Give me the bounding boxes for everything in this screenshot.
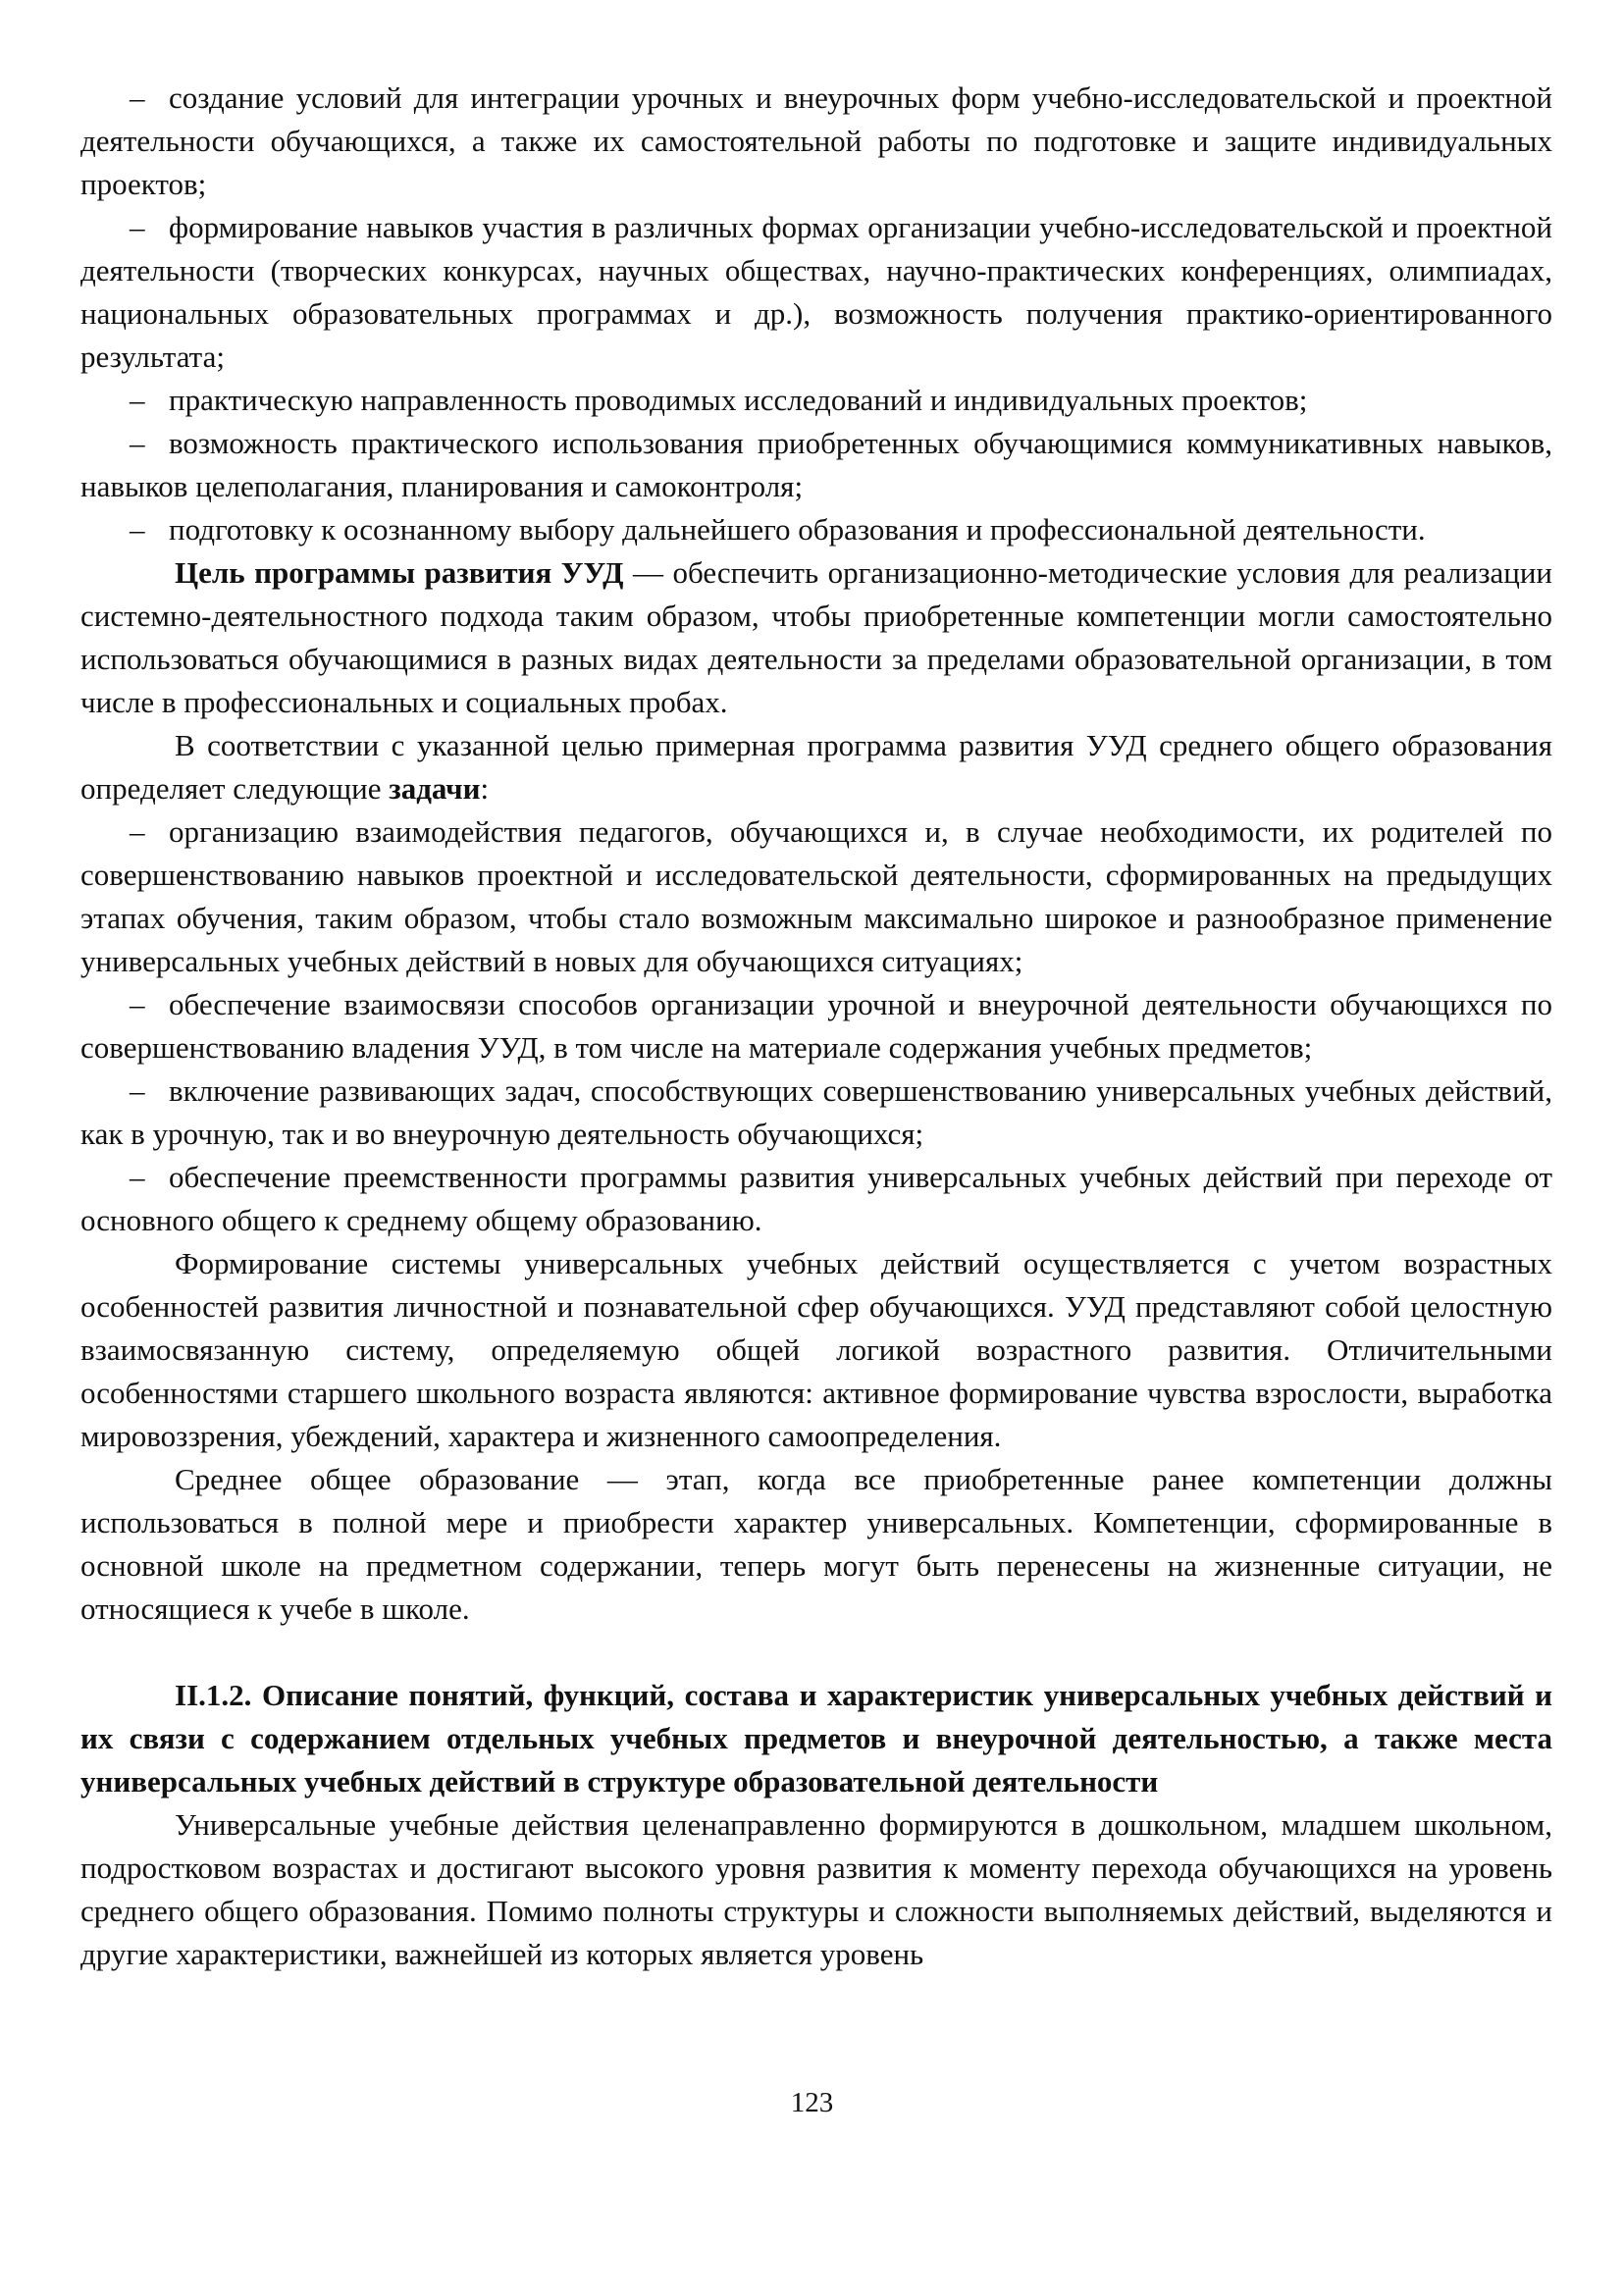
- section-heading: II.1.2. Описание понятий, функций, состава и характеристик универсальных учебных действий и их связи с содержанием отдельных учебных предметов и внеурочной деятельностью, а также места универсальных учебных действий в структуре образовательной деятельности: [80, 1678, 1552, 1799]
- bullet-dash: –: [130, 512, 145, 547]
- paragraph-text: — обеспечить организационно-методические условия для реализации системно-деятельностного подхода таким образом, чтобы приобретенные компетенции могли самостоятельно использоваться обучающимися в разных видах деятельности за пределами образовательной организации, в том числе в профессиональных и социальных пробах.: [80, 555, 1552, 719]
- bullet-dash: –: [130, 383, 145, 417]
- bold-term: задачи: [389, 771, 481, 806]
- bold-lead: Цель программы развития УУД: [175, 555, 624, 590]
- bullet-item: [80, 810, 1552, 983]
- bullet-item: [80, 1069, 1552, 1156]
- bullet-dash: –: [130, 426, 145, 460]
- bullet-text: обеспечение преемственности программы развития универсальных учебных действий при переходе от основного общего к среднему общему образованию.: [80, 1160, 1552, 1237]
- bullet-item: [80, 422, 1552, 508]
- paragraph-uud-formation: Универсальные учебные действия целенаправленно формируются в дошкольном, младшем школьном, подростковом возрастах и достигают высокого уровня развития к моменту перехода обучающихся на уровень среднего общего образования. Помимо полноты структуры и сложности выполняемых действий, выделяются и другие характеристики, важнейшей из которых является уровень: [80, 1807, 1552, 1971]
- bullet-item: [80, 206, 1552, 379]
- bullet-item: [80, 379, 1552, 422]
- bullet-item: [80, 77, 1552, 206]
- bullet-dash: –: [130, 80, 145, 115]
- bullet-dash: –: [130, 814, 145, 849]
- bullet-dash: –: [130, 1160, 145, 1194]
- bullet-text: практическую направленность проводимых исследований и индивидуальных проектов;: [169, 383, 1308, 417]
- bullet-item: [80, 1156, 1552, 1242]
- bullet-text: включение развивающих задач, способствующих совершенствованию универсальных учебных действий, как в урочную, так и во внеурочную деятельность обучающихся;: [80, 1073, 1552, 1151]
- document-page: [80, 77, 1552, 1976]
- bullet-text: обеспечение взаимосвязи способов организации урочной и внеурочной деятельности обучающихся по совершенствованию владения УУД, в том числе на материале содержания учебных предметов;: [80, 987, 1552, 1065]
- paragraph-text: В соответствии с указанной целью примерная программа развития УУД среднего общего образования определяет следующие: [80, 728, 1552, 806]
- paragraph-text-end: :: [480, 771, 490, 806]
- bullet-text: создание условий для интеграции урочных и внеурочных форм учебно-исследовательской и проектной деятельности обучающихся, а также их самостоятельной работы по подготовке и защите индивидуальных проектов;: [80, 80, 1552, 201]
- bullet-text: формирование навыков участия в различных формах организации учебно-исследовательской и проектной деятельности (творческих конкурсах, научных обществах, научно-практических конференциях, олимпиадах, национальных образовательных программах и др.), возможность получения практико-ориентированного результата;: [80, 210, 1552, 374]
- paragraph-secondary-education: Среднее общее образование — этап, когда все приобретенные ранее компетенции должны использоваться в полной мере и приобрести характер универсальных. Компетенции, сформированные в основной школе на предметном содержании, теперь могут быть перенесены на жизненные ситуации, не относящиеся к учебе в школе.: [80, 1462, 1552, 1626]
- paragraph-program-goal: [80, 551, 1552, 724]
- bullet-text: организацию взаимодействия педагогов, обучающихся и, в случае необходимости, их родителей по совершенствованию навыков проектной и исследовательской деятельности, сформированных на предыдущих этапах обучения, таким образом, чтобы стало возможным максимально широкое и разнообразное применение универсальных учебных действий в новых для обучающихся ситуациях;: [80, 814, 1552, 978]
- bullet-text: подготовку к осознанному выбору дальнейшего образования и профессиональной деятельности.: [169, 512, 1426, 547]
- bullet-item: [80, 508, 1552, 551]
- paragraph-uud-system: Формирование системы универсальных учебных действий осуществляется с учетом возрастных особенностей развития личностной и познавательной сфер обучающихся. УУД представляют собой целостную взаимосвязанную систему, определяемую общей логикой возрастного развития. Отличительными особенностями старшего школьного возраста являются: активное формирование чувства взрослости, выработка мировоззрения, убеждений, характера и жизненного самоопределения.: [80, 1246, 1552, 1453]
- bullet-text: возможность практического использования приобретенных обучающимися коммуникативных навыков, навыков целеполагания, планирования и самоконтроля;: [80, 426, 1552, 503]
- bullet-dash: –: [130, 1073, 145, 1108]
- bullet-item: [80, 983, 1552, 1069]
- paragraph-tasks-intro: [80, 724, 1552, 810]
- page-number: 123: [790, 2087, 834, 2118]
- bullet-dash: –: [130, 210, 145, 244]
- bullet-dash: –: [130, 987, 145, 1021]
